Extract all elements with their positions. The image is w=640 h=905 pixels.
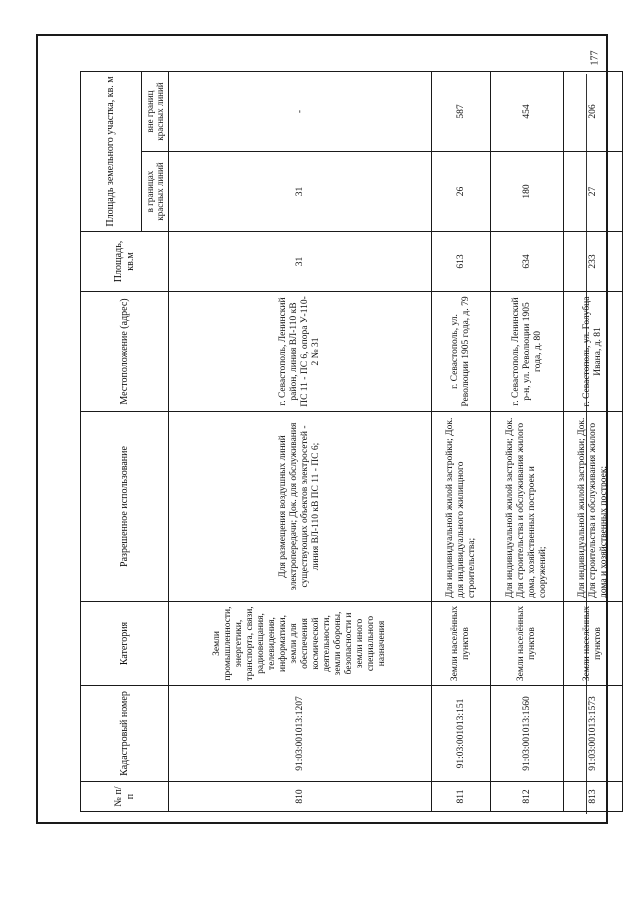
header-outside-red-lines: вне границ красных линий [142,72,169,152]
row-area: 613 [432,232,491,292]
header-within-red-lines: в границах красных линий [142,152,169,232]
row-location: г. Севастополь, Ленинский р-н, ул. Революции 1905 года, д. 80 [491,292,564,412]
row-within: 180 [491,152,564,232]
row-num: 810 [169,782,432,812]
row-outside: 454 [491,72,564,152]
header-plot-area: Площадь земельного участка, кв. м [81,72,142,232]
row-cadastral: 91:03:001013:151 [432,686,491,782]
row-num: 811 [432,782,491,812]
rotated-table-container [80,72,609,812]
row-use: Для индивидуальной жилой застройки; Док. Для строительства и обслуживания жилого дома, хозяйственных построек и сооружений; [491,412,564,602]
row-outside: 206 [564,72,623,152]
row-outside: - [169,72,432,152]
row-location: г. Севастополь, ул. Революции 1905 года, д. 79 [432,292,491,412]
header-permitted-use: Разрешенное использование [81,412,169,602]
header-location: Местоположение (адрес) [81,292,169,412]
row-outside: 587 [432,72,491,152]
row-area: 634 [491,232,564,292]
table-row [564,72,623,812]
header-cadastral: Кадастровый номер [81,686,169,782]
page-number: 177 [589,50,601,66]
row-num: 812 [491,782,564,812]
row-within: 27 [564,152,623,232]
header-area: Площадь, кв.м [81,232,169,292]
row-cadastral: 91:03:001013:1573 [564,686,623,782]
row-category: Земли населённых пунктов [564,602,623,686]
table-row [169,72,432,812]
header-category: Категория [81,602,169,686]
row-num: 813 [564,782,623,812]
row-within: 31 [169,152,432,232]
row-use: Для индивидуальной жилой застройки; Док. Для строительства и обслуживания жилого дома и хозяйственных построек; [564,412,623,602]
row-category: Земли населённых пунктов [491,602,564,686]
row-cadastral: 91:03:001013:1560 [491,686,564,782]
row-use: Для индивидуальной жилой застройки; Док. для индивидуального жилищного строительства; [432,412,491,602]
table-row [491,72,564,812]
row-location: г. Севастополь, ул. Голубца Ивана, д. 81 [564,292,623,412]
land-plot-table [80,71,623,812]
row-location: г. Севастополь, Ленинский район, линия ВЛ-110 кВ ПС 11 - ПС 6, опора У-110-2 № 31 [169,292,432,412]
row-use: Для размещения воздушных линий электропередачи; Док. для обслуживания существующих объектов электросетей - линия ВЛ-110 кВ ПС 11 - ПС 6; [169,412,432,602]
row-area: 31 [169,232,432,292]
table-row [432,72,491,812]
row-category: Земли населённых пунктов [432,602,491,686]
row-category: Земли промышленности, энергетики, транспорта, связи, радиовещания, телевидения, информатики, земли для обеспечения космической деятельности, земли обороны, безопасности и земли иного специального назначения [169,602,432,686]
row-within: 26 [432,152,491,232]
row-cadastral: 91:03:001013:1207 [169,686,432,782]
row-area: 233 [564,232,623,292]
header-num: № п/п [81,782,169,812]
